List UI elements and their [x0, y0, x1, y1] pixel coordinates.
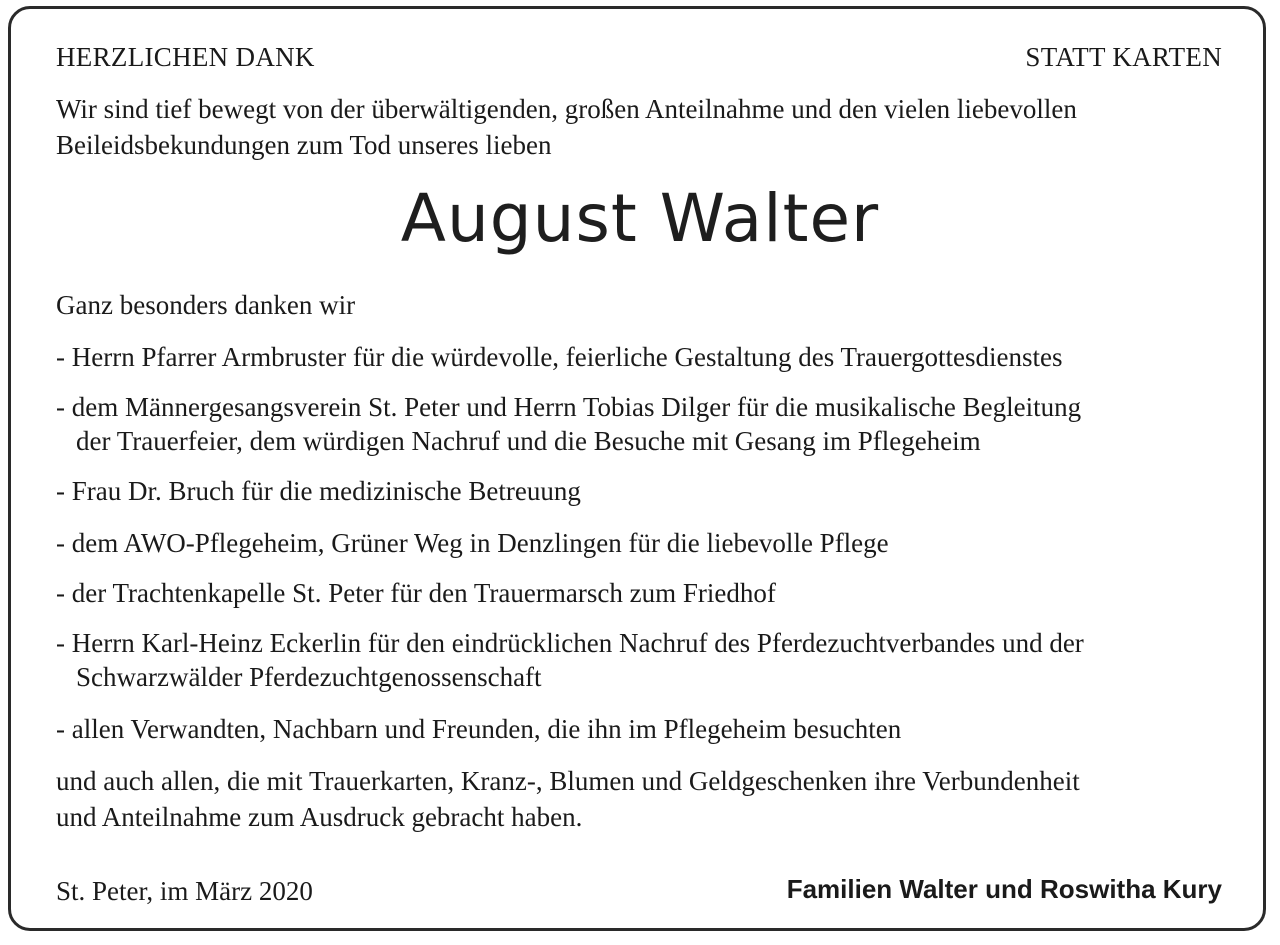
closing-line-1: und auch allen, die mit Trauerkarten, Kranz-, Blumen und Geldgeschenken ihre Verbundenheit [56, 766, 1080, 796]
closing-line-2: und Anteilnahme zum Ausdruck gebracht haben. [56, 802, 583, 832]
thanks-lead: Ganz besonders danken wir [56, 290, 356, 320]
thanks-item-6 [56, 626, 1084, 694]
thanks-item-5 [56, 576, 776, 610]
thanks-item-1-line-1: - Herrn Pfarrer Armbruster für die würdevolle, feierliche Gestaltung des Trauergottesdienstes [56, 342, 1063, 372]
thanks-item-7 [56, 712, 901, 746]
thanks-item-4 [56, 526, 889, 560]
header-left-title: HERZLICHEN DANK [56, 42, 315, 72]
thanks-item-2-line-2: der Trauerfeier, dem würdigen Nachruf und die Besuche mit Gesang im Pflegeheim [76, 426, 981, 456]
header-right-title: STATT KARTEN [1025, 42, 1222, 72]
family-signature: Familien Walter und Roswitha Kury [786, 874, 1222, 904]
intro-line-1: Wir sind tief bewegt von der überwältigenden, großen Anteilnahme und den vielen liebevollen [56, 94, 1077, 124]
deceased-name: August Walter [400, 180, 880, 257]
thanks-item-6-line-2: Schwarzwälder Pferdezuchtgenossenschaft [76, 662, 542, 692]
thanks-item-7-line-1: - allen Verwandten, Nachbarn und Freunden, die ihn im Pflegeheim besuchten [56, 714, 902, 744]
thanks-item-3 [56, 474, 581, 508]
intro-line-2: Beileidsbekundungen zum Tod unseres lieben [56, 130, 552, 160]
thanks-item-6-line-1: - Herrn Karl-Heinz Eckerlin für den eindrücklichen Nachruf des Pferdezuchtverbandes und der [56, 628, 1084, 658]
thanks-item-1 [56, 340, 1062, 374]
thanks-item-4-line-1: - dem AWO-Pflegeheim, Grüner Weg in Denzlingen für die liebevolle Pflege [56, 528, 889, 558]
thanks-item-2-line-1: - dem Männergesangsverein St. Peter und Herrn Tobias Dilger für die musikalische Begleitung [56, 392, 1082, 422]
thanks-item-2 [56, 390, 1081, 458]
thanks-item-5-line-1: - der Trachtenkapelle St. Peter für den Trauermarsch zum Friedhof [56, 578, 776, 608]
thanks-item-3-line-1: - Frau Dr. Bruch für die medizinische Betreuung [56, 476, 581, 506]
place-and-date: St. Peter, im März 2020 [56, 876, 313, 906]
